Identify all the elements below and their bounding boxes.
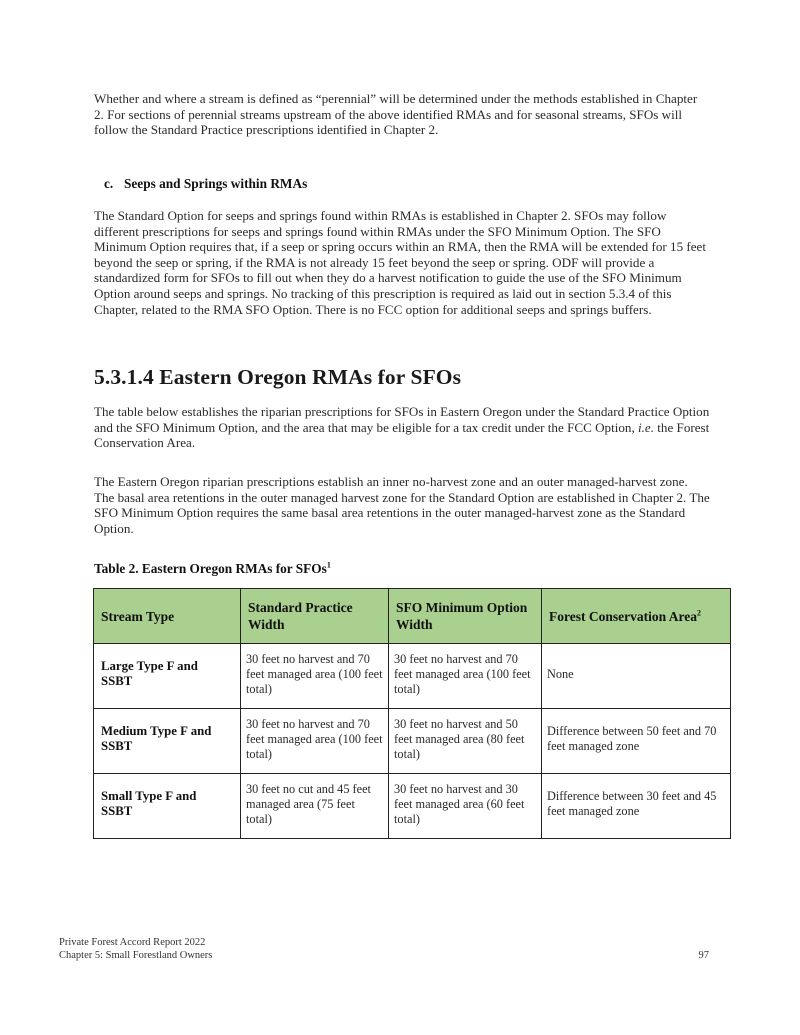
page-number: 97 <box>698 950 709 961</box>
cell-sfo-minimum-width: 30 feet no harvest and 70 feet managed area (100 feet total) <box>389 644 542 709</box>
table-row <box>94 709 731 774</box>
cell-standard-width: 30 feet no harvest and 70 feet managed area (100 feet total) <box>241 709 389 774</box>
cell-stream-type-line2: SSBT <box>101 739 133 753</box>
header-sfo-minimum: SFO Minimum Option Width <box>389 589 542 644</box>
header-forest-conservation-area <box>542 589 731 644</box>
cell-stream-type-line2: SSBT <box>101 674 133 688</box>
paragraph-table-intro-part2: the Forest Conservation Area. <box>94 419 710 451</box>
cell-forest-conservation-area: None <box>542 644 731 709</box>
header-stream-type: Stream Type <box>94 589 241 644</box>
cell-standard-width: 30 feet no cut and 45 feet managed area (75 feet total) <box>241 774 389 839</box>
cell-stream-type-line1: Medium Type F and <box>101 724 212 738</box>
header-fca-text: Forest Conservation Area <box>549 608 697 624</box>
cell-standard-width: 30 feet no harvest and 70 feet managed area (100 feet total) <box>241 644 389 709</box>
table-row <box>94 774 731 839</box>
footer-chapter-title: Chapter 5: Small Forestland Owners <box>59 949 213 961</box>
paragraph-table-intro-italic: i.e. <box>638 419 655 435</box>
cell-stream-type-line2: SSBT <box>101 804 133 818</box>
cell-stream-type-line1: Large Type F and <box>101 659 198 673</box>
cell-sfo-minimum-width: 30 feet no harvest and 50 feet managed area (80 feet total) <box>389 709 542 774</box>
header-standard-practice: Standard Practice Width <box>241 589 389 644</box>
cell-stream-type-line1: Small Type F and <box>101 789 197 803</box>
subheading-letter: c. <box>104 176 114 191</box>
table-row <box>94 644 731 709</box>
paragraph-table-intro-part1: The table below establishes the riparian prescriptions for SFOs in Eastern Oregon under the Standard Practice Option and the SFO Minimum Option, and the area that may be eligible for a tax credit under the FCC Option, <box>94 404 710 435</box>
section-heading: 5.3.1.4 Eastern Oregon RMAs for SFOs <box>94 365 462 389</box>
cell-sfo-minimum-width: 30 feet no harvest and 30 feet managed area (60 feet total) <box>389 774 542 839</box>
cell-stream-type <box>94 774 241 839</box>
paragraph-seeps-springs: The Standard Option for seeps and springs found within RMAs is established in Chapter 2. SFOs may follow different prescriptions for seeps and springs found within RMAs under the SFO Minimum Option. The SFO Minimum Option requires that, if a seep or spring occurs within an RMA, then the RMA will be extended for 15 feet beyond the seep or spring, if the RMA is not already 15 feet beyond the seep or spring. ODF will provide a standardized form for SFOs to fill out when they do a harvest notification to guide the use of the SFO Minimum Option around seeps and springs. No tracking of this prescription is required as laid out in section 5.3.4 of this Chapter, related to the RMA SFO Option. There is no FCC option for additional seeps and springs buffers. <box>94 208 707 317</box>
page-footer <box>59 937 709 962</box>
table-caption-text: Table 2. Eastern Oregon RMAs for SFOs <box>94 561 327 576</box>
eastern-oregon-rma-table <box>93 588 731 839</box>
table-header-row <box>94 589 731 644</box>
subheading-text: Seeps and Springs within RMAs <box>124 176 308 191</box>
cell-stream-type <box>94 709 241 774</box>
table-caption <box>94 561 331 577</box>
cell-stream-type <box>94 644 241 709</box>
paragraph-table-intro <box>94 404 710 451</box>
cell-forest-conservation-area: Difference between 50 feet and 70 feet managed zone <box>542 709 731 774</box>
cell-forest-conservation-area: Difference between 30 feet and 45 feet managed zone <box>542 774 731 839</box>
paragraph-perennial-streams: Whether and where a stream is defined as “perennial” will be determined under the methods established in Chapter 2. For sections of perennial streams upstream of the above identified RMAs and for seasonal streams, SFOs will follow the Standard Practice prescriptions identified in Chapter 2. <box>94 91 698 138</box>
subheading-seeps-springs <box>104 176 307 192</box>
header-fca-footnote: 2 <box>696 608 701 617</box>
footer-report-title: Private Forest Accord Report 2022 <box>59 937 206 948</box>
table-caption-footnote: 1 <box>326 560 331 570</box>
paragraph-eastern-oregon-zones: The Eastern Oregon riparian prescriptions establish an inner no-harvest zone and an outer managed-harvest zone. The basal area retentions in the outer managed harvest zone for the Standard Option are established in Chapter 2. The SFO Minimum Option requires the same basal area retentions in the outer managed-harvest zone as the Standard Option. <box>94 474 710 536</box>
